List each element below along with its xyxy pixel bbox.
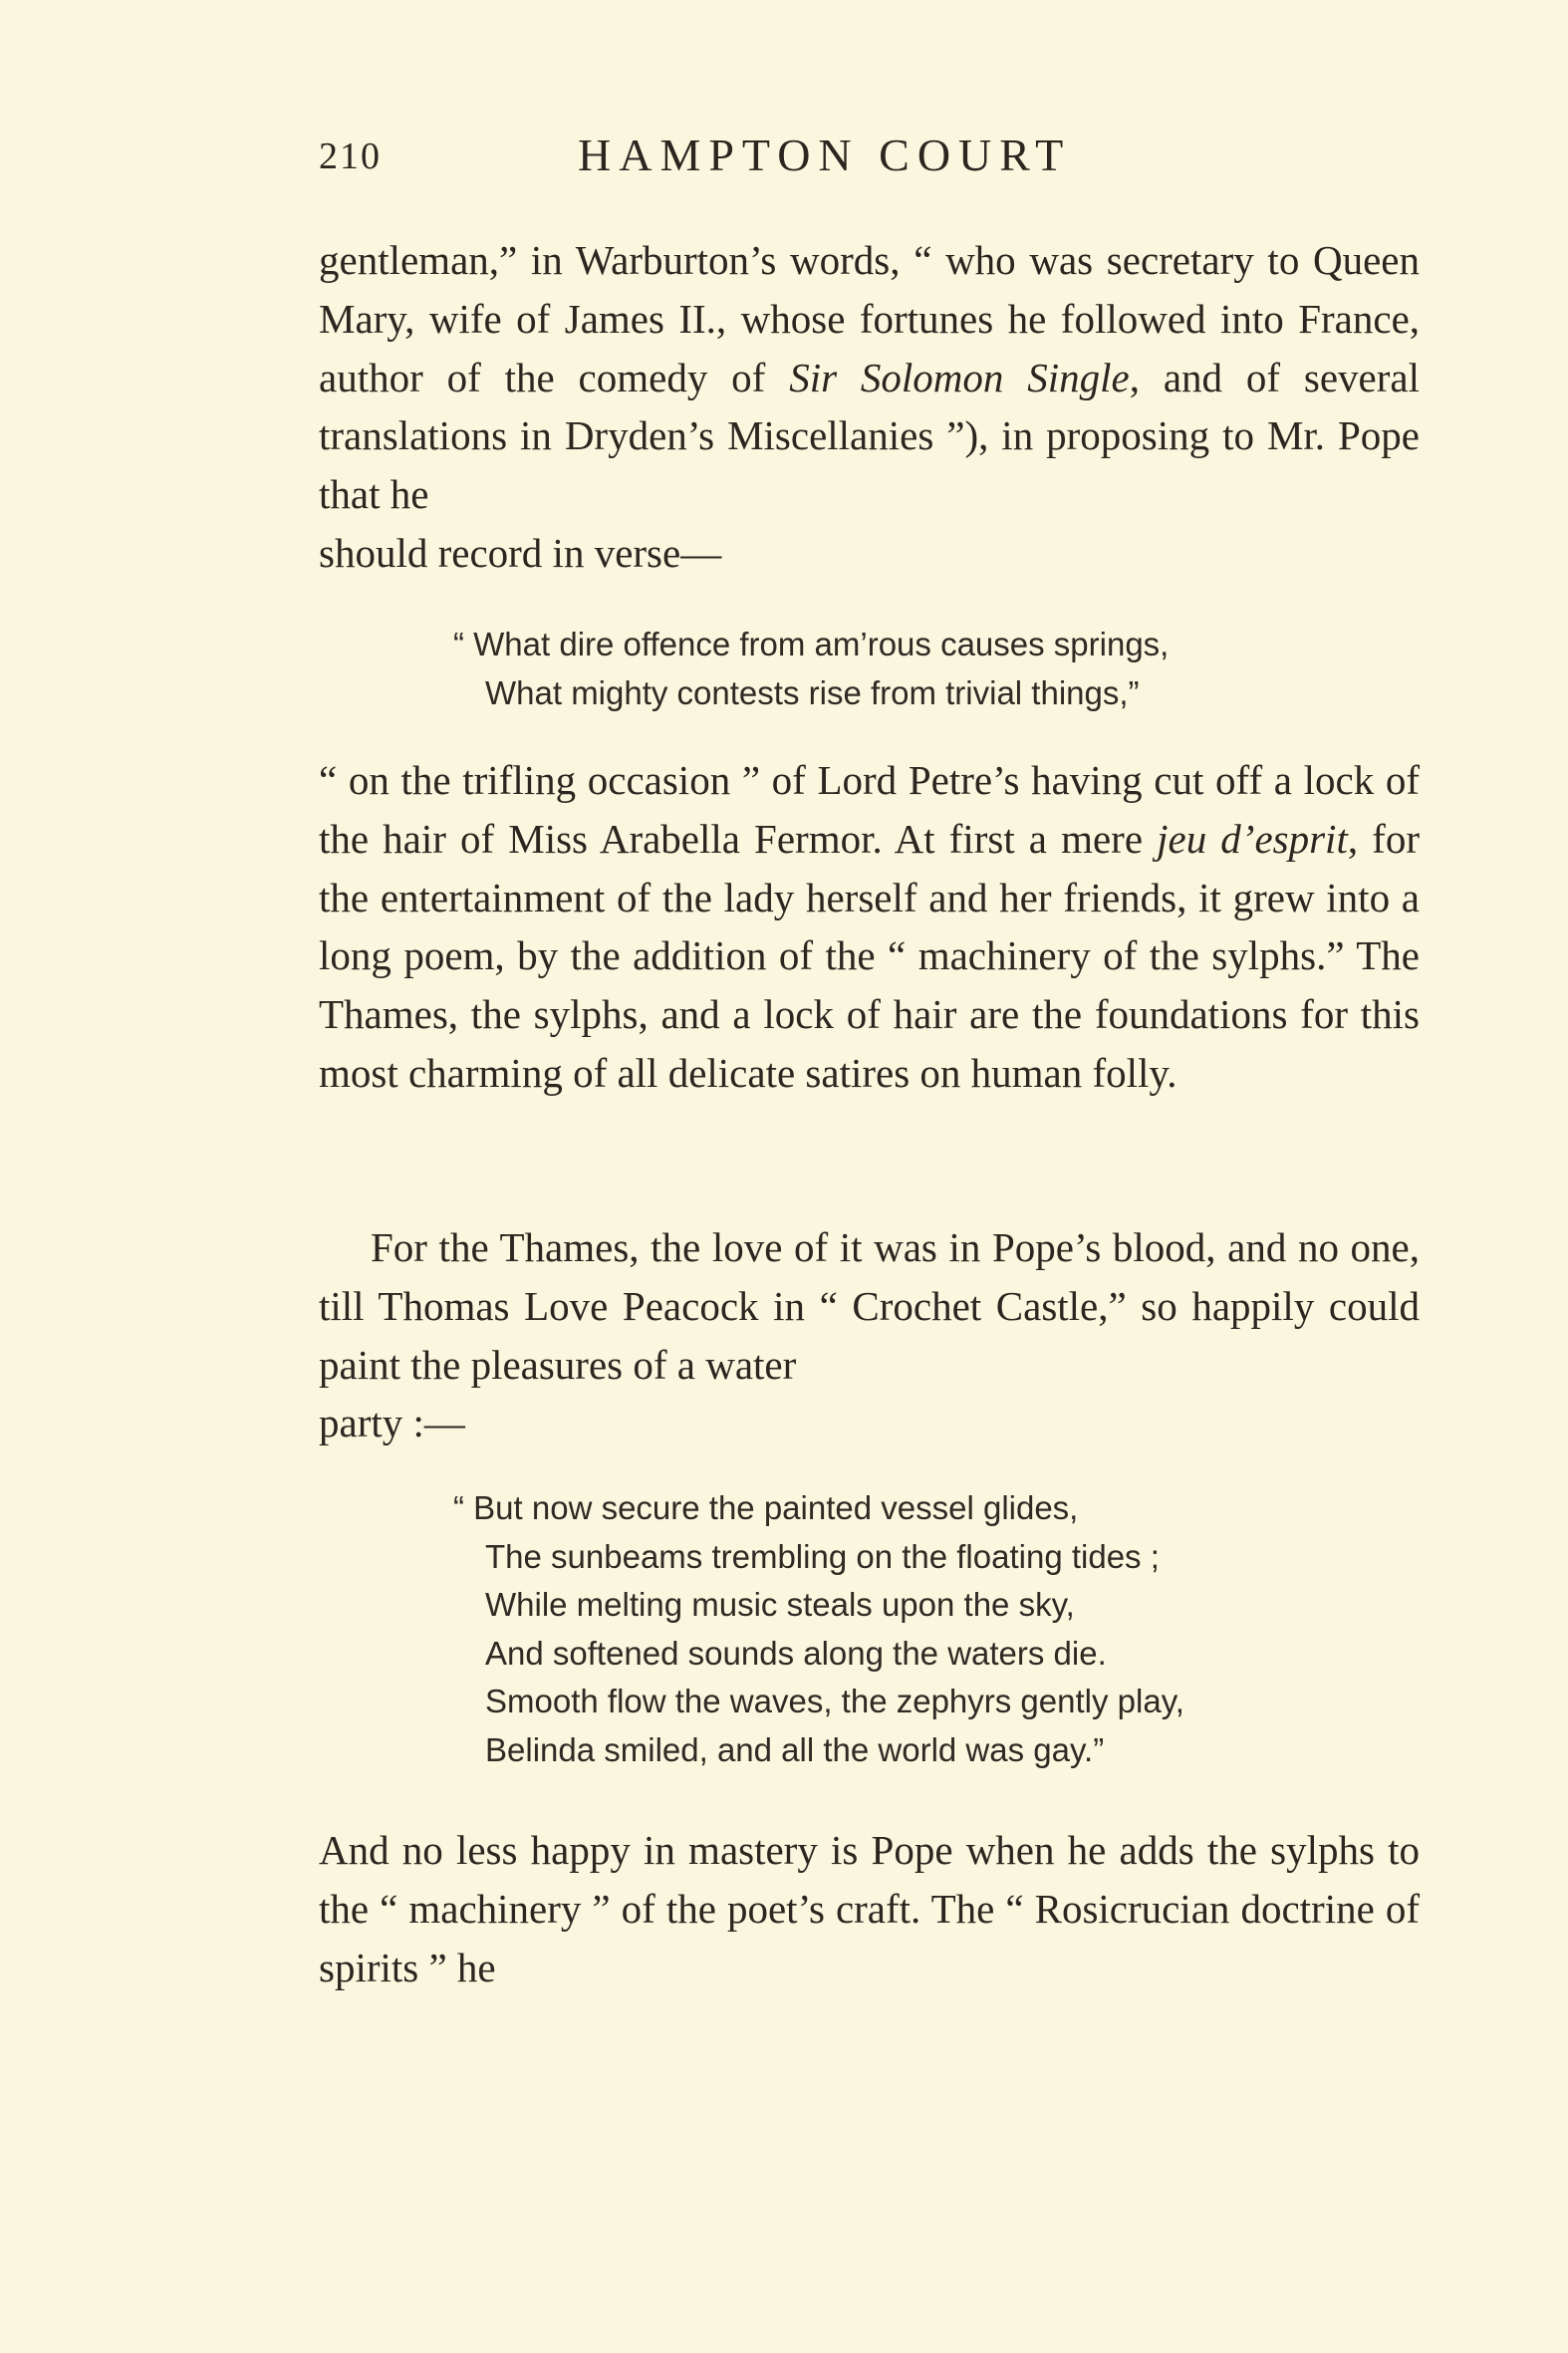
verse-2-line-3: While melting music steals upon the sky, [485,1586,1075,1623]
paragraph-4-text: And no less happy in mastery is Pope when he adds the sylphs to the “ machinery ” of the poet’s craft. The “ Rosicrucian doctrine of spirits ” he [319,1827,1420,1990]
page-number: 210 [319,135,382,177]
running-title: HAMPTON COURT [578,130,1072,180]
paragraph-2-text-start: “ on the trifling occasion ” of Lord Petre’s having cut off a lock of the hair of Miss Arabella Fermor. At first a mere [319,757,1420,862]
verse-2-line-4: And softened sounds along the waters die. [485,1634,1107,1672]
paragraph-3-last-line: party :— [319,1400,465,1446]
verse-quotation-2 [453,1484,1184,1774]
paragraph-1-line-6: should record in verse— [319,529,722,576]
verse-2-line-6: Belinda smiled, and all the world was gay.” [485,1730,1105,1768]
verse-2-line-5: Smooth flow the waves, the zephyrs gently play, [485,1683,1184,1719]
verse-1-line-1: “ What dire offence from am’rous causes springs, [453,626,1170,662]
paragraph-2 [319,751,1420,1103]
paragraph-3-text: For the Thames, the love of it was in Pope’s blood, and no one, till Thomas Love Peacock in “ Crochet Castle,” so happily could paint the pleasures of a water [319,1224,1420,1388]
italic-phrase-jeu-desprit: jeu d’esprit [1157,815,1348,862]
paragraph-1 [319,231,1420,583]
paragraph-4 [319,1821,1420,1996]
verse-2-line-2: The sunbeams trembling on the floating tides ; [485,1537,1160,1575]
paragraph-2-text-end: , for the entertainment of the lady herself and her friends, it grew into a long poem, by the addition of the “ machinery of the sylphs.” The Thames, the sylphs, and a lock of hair are the foundations for this most charming of all delicate satires on human folly. [319,815,1420,1096]
paragraph-1-line-2: to Queen Mary, wife of James II., whose fortunes he [319,237,1420,342]
verse-1-line-2: What mighty contests rise from trivial things,” [485,673,1140,711]
paragraph-3 [319,1218,1420,1452]
paragraph-1-line-3: followed into France, author of the comedy of [319,295,1421,400]
paragraph-1-line-4: , and of several translations in Dryden’s [319,354,1420,459]
page-header [319,130,1420,194]
paragraph-1-line-1: gentleman,” in Warburton’s words, “ who was secretary [319,237,1254,283]
italic-title-sir: Sir [789,354,838,400]
verse-2-line-1: “ But now secure the painted vessel glides, [453,1489,1079,1526]
italic-title-solomon-single: Solomon Single [860,354,1130,400]
verse-quotation-1 [453,621,1169,717]
paragraph-1-line-5: Miscellanies ”), in proposing to Mr. Pope that he [319,412,1420,518]
